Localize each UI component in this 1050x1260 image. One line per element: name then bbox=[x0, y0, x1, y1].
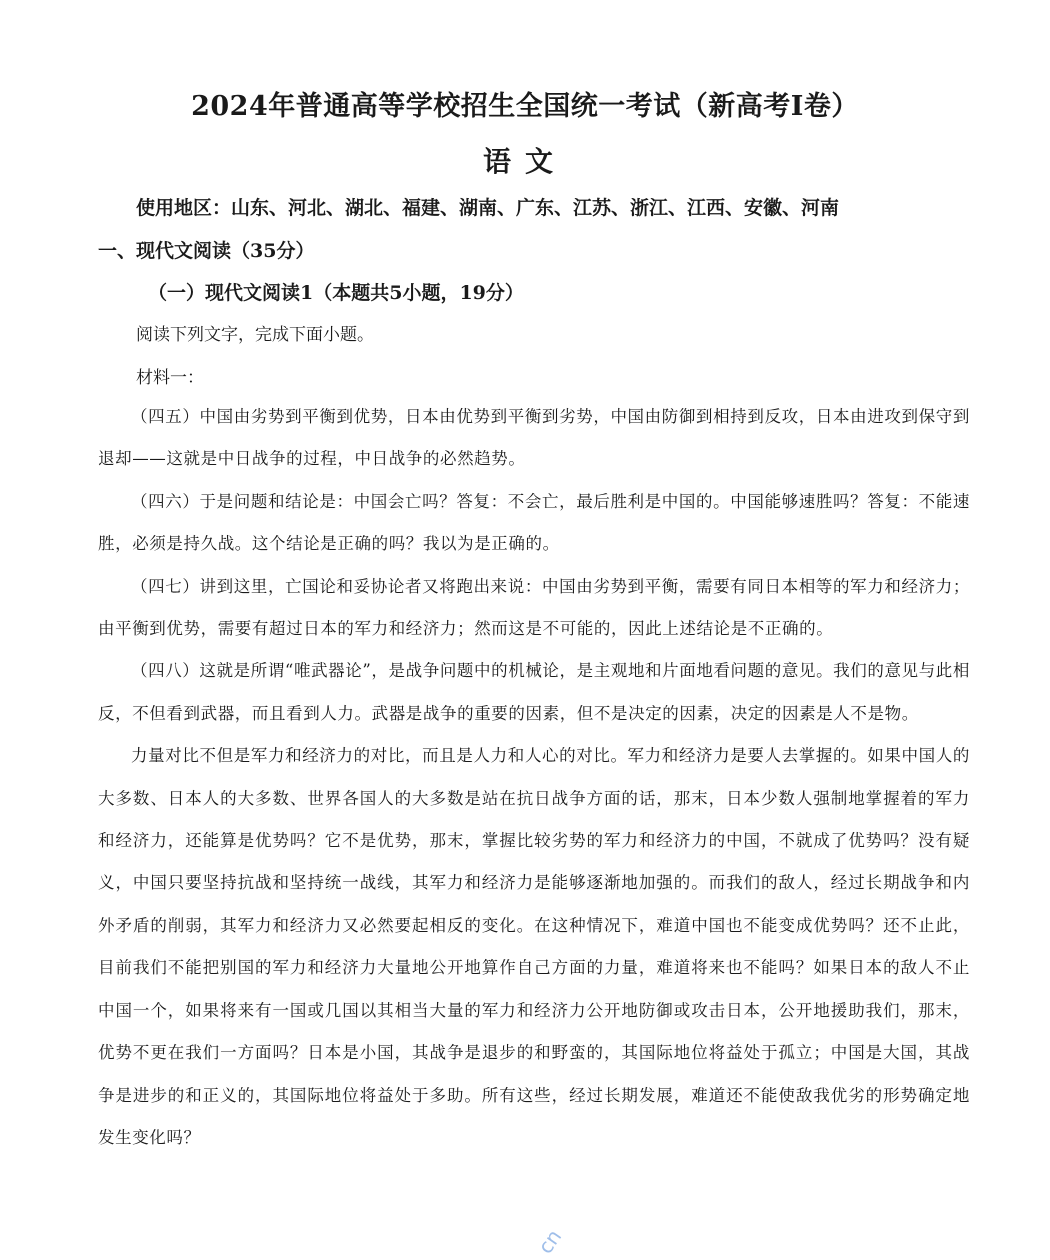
section-heading: 一、现代文阅读（35分） bbox=[98, 240, 315, 262]
subject-heading: 语文 bbox=[482, 145, 567, 178]
paragraph-46: （四六）于是问题和结论是：中国会亡吗？答复：不会亡，最后胜利是中国的。中国能够速胜吗？答复：不能速胜，必须是持久战。这个结论是正确的吗？我以为是正确的。 bbox=[98, 491, 970, 554]
paragraph-47: （四七）讲到这里，亡国论和妥协论者又将跑出来说：中国由劣势到平衡，需要有同日本相等的军力和经济力；由平衡到优势，需要有超过日本的军力和经济力；然而这是不可能的，因此上述结论是不正确的。 bbox=[98, 576, 970, 639]
passage-body bbox=[98, 396, 970, 1159]
paragraph-45: （四五）中国由劣势到平衡到优势，日本由优势到平衡到劣势，中国由防御到相持到反攻，日本由进攻到保守到退却——这就是中日战争的过程，中日战争的必然趋势。 bbox=[98, 407, 970, 469]
paragraph-48: （四八）这就是所谓“唯武器论”，是战争问题中的机械论，是主观地和片面地看问题的意见。我们的意见与此相反，不但看到武器，而且看到人力。武器是战争的重要的因素，但不是决定的因素，决定的因素是人不是物。 bbox=[98, 661, 970, 723]
material-label: 材料一： bbox=[136, 368, 204, 388]
watermark-text: cn bbox=[533, 1224, 567, 1259]
exam-title: 2024年普通高等学校招生全国统一考试（新高考Ⅰ卷） bbox=[191, 91, 859, 122]
subsection-heading: （一）现代文阅读1（本题共5小题，19分） bbox=[148, 282, 524, 304]
region-line: 使用地区：山东、河北、湖北、福建、湖南、广东、江苏、浙江、江西、安徽、河南 bbox=[136, 197, 840, 219]
paragraph-force-comparison: 力量对比不但是军力和经济力的对比，而且是人力和人心的对比。军力和经济力是要人去掌握的。如果中国人的大多数、日本人的大多数、世界各国人的大多数是站在抗日战争方面的话，那末，日本少数人强制地掌握着的军力和经济力，还能算是优势吗？它不是优势，那末，掌握比较劣势的军力和经济力的中国，不就成了优势吗？没有疑义，中国只要坚持抗战和坚持统一战线，其军力和经济力是能够逐渐地加强的。而我们的敌人，经过长期战争和内外矛盾的削弱，其军力和经济力又必然要起相反的变化。在这种情况下，难道中国也不能变成优势吗？还不止此，目前我们不能把别国的军力和经济力大量地公开地算作自己方面的力量，难道将来也不能吗？如果日本的敌人不止中国一个，如果将来有一国或几国以其相当大量的军力和经济力公开地防御或攻击日本，公开地援助我们，那末，优势不更在我们一方面吗？日本是小国，其战争是退步的和野蛮的，其国际地位将益处于孤立；中国是大国，其战争是进步的和正义的，其国际地位将益处于多助。所有这些，经过长期发展，难道还不能使敌我优劣的形势确定地发生变化吗？ bbox=[98, 746, 970, 1147]
reading-instruction: 阅读下列文字，完成下面小题。 bbox=[136, 325, 374, 345]
